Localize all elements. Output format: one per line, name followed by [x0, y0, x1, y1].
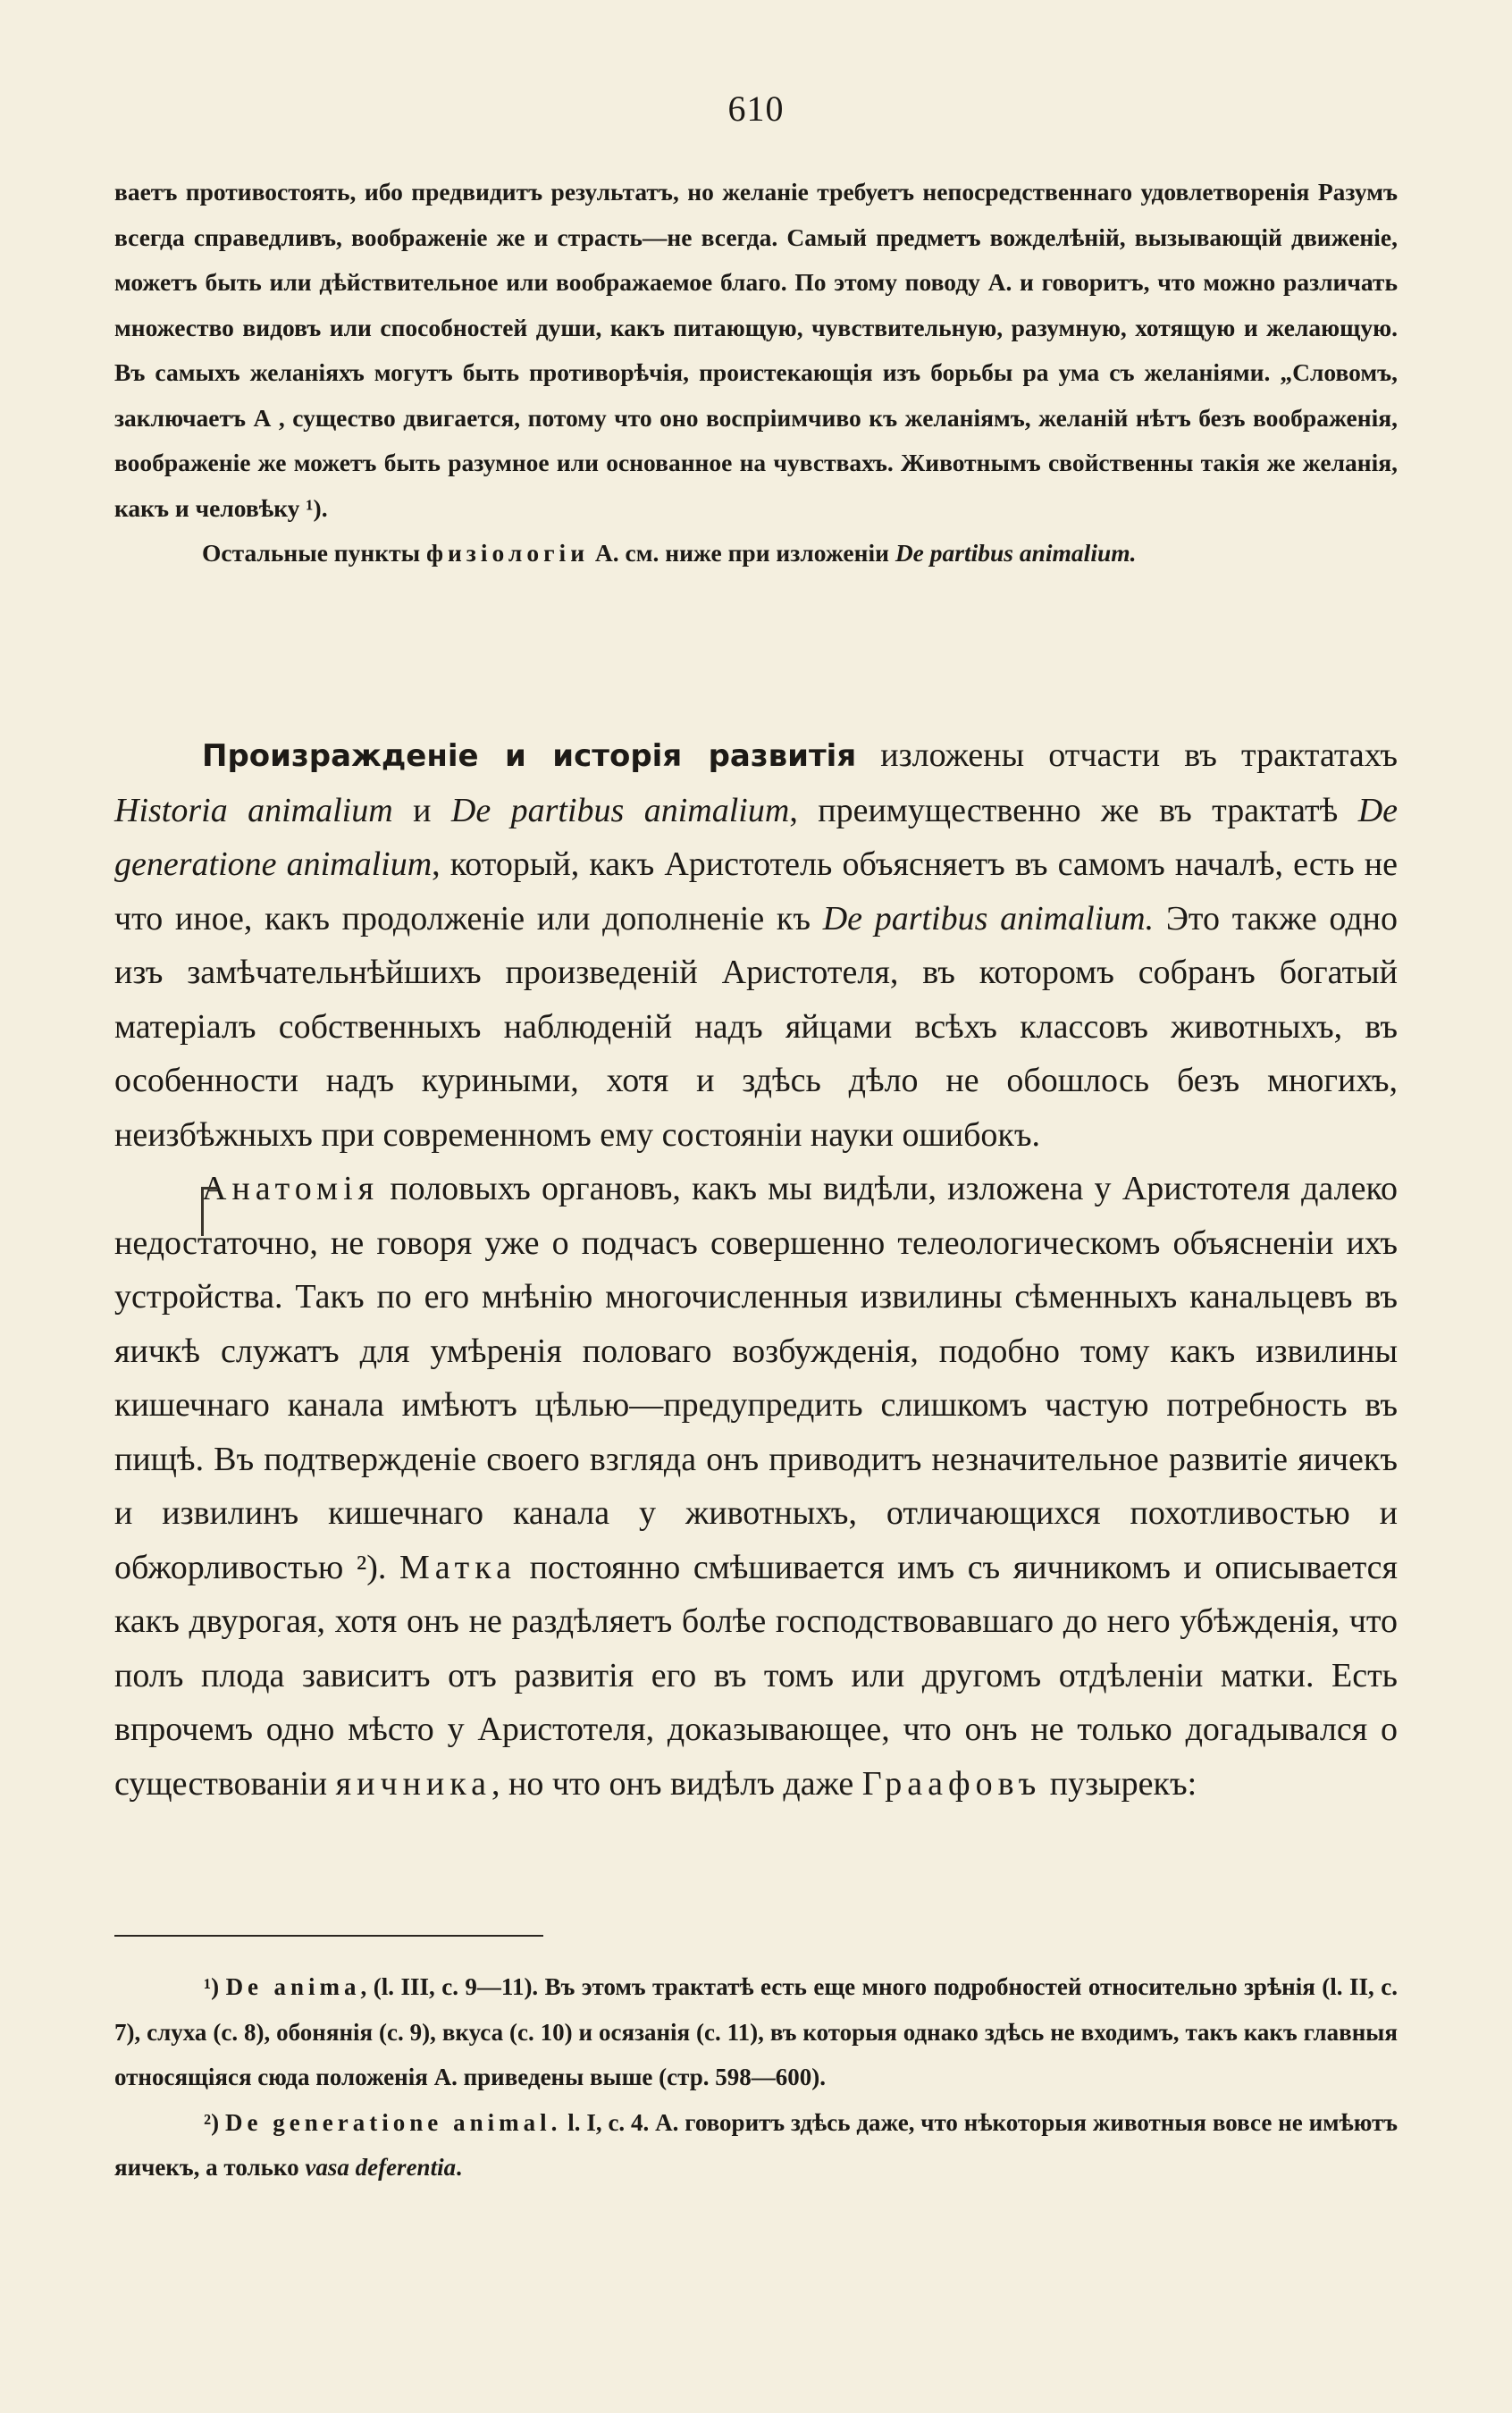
footnote-2	[114, 2100, 1398, 2190]
latin-term: vasa deferentia	[305, 2154, 457, 2181]
spaced-term-physiology: физіологіи	[425, 539, 590, 567]
text-run: , преимущественно же въ трактатѣ	[789, 791, 1358, 829]
footnote-marker: ¹)	[204, 1973, 226, 2000]
text-run: , (l. III, c. 9—11). Въ этомъ трактатѣ есть еще много подробностей относительно зрѣнія (l. II, c. 7), слуха (c. 8), обонянія (c. 9), вкуса (c. 10) и осязанія (c. 11), въ которыя однако здѣсь не входимъ, такъ какъ главныя относящіяся сюда положенія А. приведены выше (стр. 598—600).	[114, 1973, 1398, 2090]
footnote-divider	[114, 1935, 543, 1937]
text-run: половыхъ органовъ, какъ мы видѣли, изложена у Аристотеля далеко недостаточно, не говоря уже о подчасъ совершенно телеологическомъ объясненіи ихъ устройства. Такъ по его мнѣнію многочисленныя извилины сѣменныхъ канальцевъ въ яичкѣ служатъ для умѣренія половаго возбужденія, подобно тому какъ извилины кишечнаго канала имѣютъ цѣлью—предупредить слишкомъ частую потребность въ пищѣ. Въ подтвержденіе своего взгляда онъ приводитъ незначительное развитіе яичекъ и извилинъ кишечнаго канала у животныхъ, отличающихся похотливостью и обжорливостью ²).	[114, 1170, 1398, 1586]
page-number: 610	[727, 88, 785, 129]
continuation-text	[114, 170, 1398, 576]
handwritten-bracket-mark	[201, 1187, 218, 1236]
footnote-marker: ²)	[204, 2108, 225, 2136]
paragraph-desire: ваетъ противостоять, ибо предвидитъ результатъ, но желаніе требуетъ непосредственнаго удовлетворенія Разумъ всегда справедливъ, воображеніе же и страсть—не всегда. Самый предметъ вожделѣній, вызывающій движеніе, можетъ быть или дѣйствительное или воображаемое благо. По этому поводу А. и говоритъ, что можно различать множество видовъ или способностей души, какъ питающую, чувствительную, разумную, хотящую и желающую. Въ самыхъ желаніяхъ могутъ быть противорѣчія, проистекающія изъ борьбы ра ума съ желаніями. „Словомъ, заключаетъ А , существо двигается, потому что оно воспріимчиво къ желаніямъ, желаній нѣтъ безъ воображенія, воображеніе же можетъ быть разумное или основанное на чувствахъ. Животнымъ свойственны такія же желанія, какъ и человѣку ¹).	[114, 178, 1398, 522]
spaced-term-ovary: яичника	[335, 1764, 491, 1803]
text-run: Остальные пункты	[202, 539, 426, 567]
text-run: l. I, c. 4. А. говоритъ здѣсь даже, что нѣкоторыя животныя вовсе не имѣютъ яичекъ, а только	[114, 2108, 1399, 2181]
work-title-de-generatione: De generatione animalium	[114, 791, 1399, 883]
text-run: .	[456, 2154, 462, 2181]
work-title-de-partibus: De partibus animalium.	[895, 539, 1137, 567]
text-run: , который, какъ Аристотель объясняетъ въ самомъ началѣ, есть не что иное, какъ продолженіе или дополненіе къ	[114, 845, 1399, 937]
spaced-term-uterus: Матка	[399, 1548, 517, 1586]
section-heading: Произражденіе и исторія развитія	[202, 738, 857, 774]
paragraph-anatomy	[114, 1162, 1398, 1811]
work-title-historia: Historia animalium	[114, 791, 393, 829]
footnote-work-title: De generatione animal.	[224, 2108, 562, 2136]
footnote-work-title: De anima	[225, 1973, 361, 2000]
main-text	[114, 728, 1398, 1811]
text-run: А. см. ниже при изложеніи	[589, 539, 895, 567]
paragraph-generation	[114, 728, 1398, 1162]
text-run: изложены отчасти въ трактатахъ	[856, 736, 1398, 774]
footnote-1	[114, 1964, 1398, 2100]
paragraph-physiology-ref	[114, 531, 1398, 576]
work-title-de-partibus: De partibus animalium	[450, 791, 790, 829]
spaced-term-anatomy: Анатомія	[202, 1170, 380, 1207]
text-run: и	[392, 791, 451, 829]
spaced-term-graaf: Граафовъ	[861, 1764, 1042, 1803]
work-title-de-partibus: De partibus animalium.	[822, 899, 1155, 937]
text-run: , но что онъ видѣлъ даже	[491, 1764, 862, 1803]
footnotes	[114, 1964, 1398, 2190]
text-run: постоянно смѣшивается имъ съ яичникомъ и описывается какъ двурогая, хотя онъ не раздѣляетъ болѣе господствовавшаго до него убѣжденія, что полъ плода зависитъ отъ развитія его въ томъ или другомъ отдѣленіи матки. Есть впрочемъ одно мѣсто у Аристотеля, доказывающее, что онъ не только догадывался о существованіи	[114, 1548, 1398, 1803]
text-run: Это также одно изъ замѣчательнѣйшихъ произведеній Аристотеля, въ которомъ собранъ богатый матеріалъ собственныхъ наблюденій надъ яйцами всѣхъ классовъ животныхъ, въ особенности надъ куриными, хотя и здѣсь дѣло не обошлось безъ многихъ, неизбѣжныхъ при современномъ ему состояніи науки ошибокъ.	[114, 899, 1398, 1154]
text-run: пузырекъ:	[1041, 1764, 1197, 1803]
